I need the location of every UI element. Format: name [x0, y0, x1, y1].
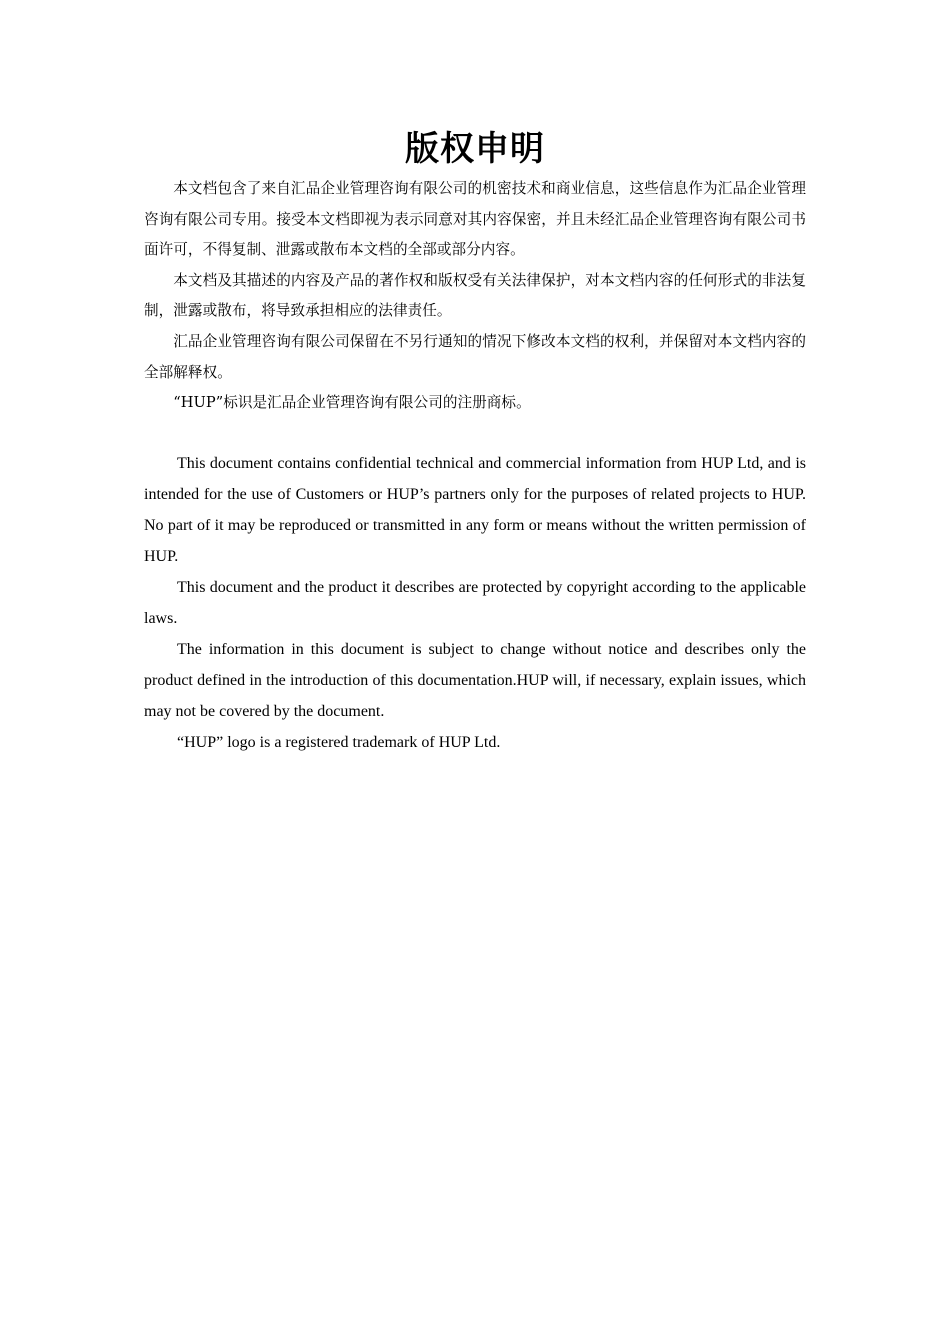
english-paragraph-2: This document and the product it describes are protected by copyright according to the applicable laws.: [144, 578, 806, 627]
chinese-section: [144, 174, 806, 419]
chinese-paragraph-2: 本文档及其描述的内容及产品的著作权和版权受有关法律保护，对本文档内容的任何形式的非法复制，泄露或散布，将导致承担相应的法律责任。: [144, 271, 806, 320]
chinese-paragraph-1: 本文档包含了来自汇品企业管理咨询有限公司的机密技术和商业信息，这些信息作为汇品企业管理咨询有限公司专用。接受本文档即视为表示同意对其内容保密，并且未经汇品企业管理咨询有限公司书面许可，不得复制、泄露或散布本文档的全部或部分内容。: [144, 180, 806, 259]
document-page: [144, 124, 806, 758]
english-paragraph-4: “HUP” logo is a registered trademark of HUP Ltd.: [177, 733, 501, 751]
english-paragraph-1: This document contains confidential technical and commercial information from HUP Ltd, and is intended for the use of Customers or HUP’s partners only for the purposes of related projects to HUP. No part of it may be reproduced or transmitted in any form or means without the written permission of HUP.: [144, 454, 806, 565]
chinese-paragraph-3: 汇品企业管理咨询有限公司保留在不另行通知的情况下修改本文档的权利，并保留对本文档内容的全部解释权。: [144, 332, 806, 381]
chinese-paragraph-4: “HUP”标识是汇品企业管理咨询有限公司的注册商标。: [173, 394, 531, 412]
english-section: [144, 448, 806, 758]
section-spacer: [144, 419, 806, 448]
english-paragraph-3: The information in this document is subject to change without notice and describes only the product defined in the introduction of this documentation.HUP will, if necessary, explain issues, which may not be covered by the document.: [144, 640, 806, 720]
page-title: 版权申明: [405, 129, 545, 169]
